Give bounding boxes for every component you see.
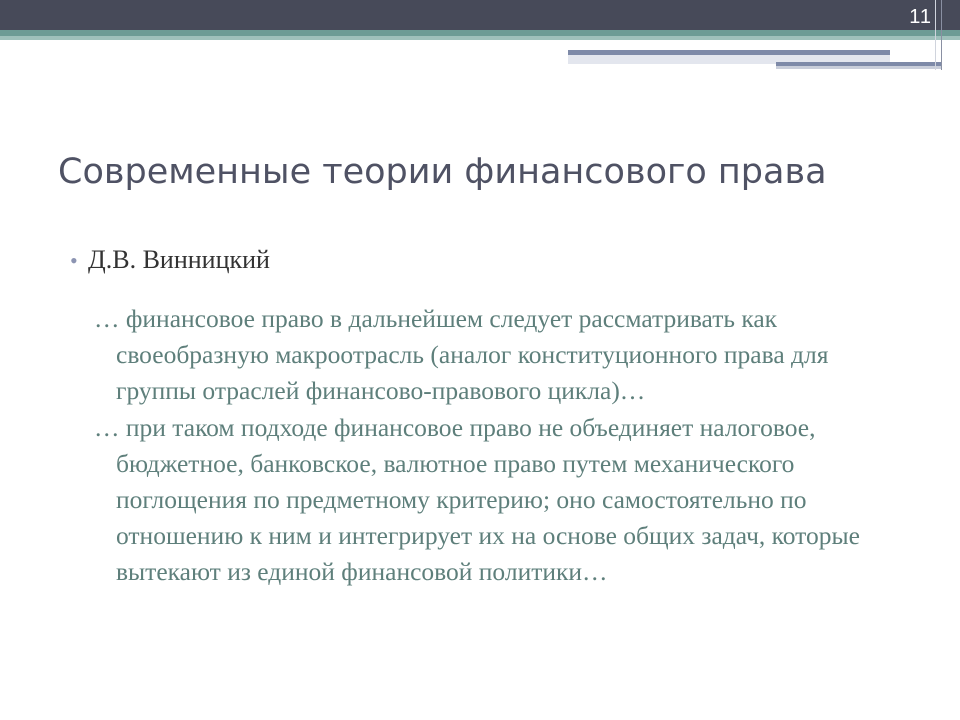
header-band — [0, 0, 960, 30]
slide-number: 11 — [909, 6, 932, 28]
quote-paragraph: … финансовое право в дальнейшем следует рассматривать как своеобразную макроотрасль (аналог конституционного права для группы отраслей финансово-правового цикла)… — [94, 304, 829, 405]
slide-body — [70, 245, 930, 590]
header-accent-line-light — [0, 36, 960, 40]
decorative-divider — [935, 0, 936, 70]
decorative-divider — [941, 0, 942, 70]
bullet-dot-icon: • — [70, 248, 78, 273]
slide-title: Современные теории финансового права — [58, 152, 827, 192]
quote-paragraph: … при таком подходе финансовое право не объединяет налоговое, бюджетное, банковское, валютное право путем механического поглощения по предметному критерию; оно самостоятельно по отношению к ним и интегрирует их на основе общих задач, которые вытекают из единой финансовой политики… — [94, 413, 860, 586]
bullet-text: Д.В. Винницкий — [88, 245, 270, 274]
decorative-bar-shade — [776, 66, 942, 69]
bullet-item — [70, 245, 930, 275]
